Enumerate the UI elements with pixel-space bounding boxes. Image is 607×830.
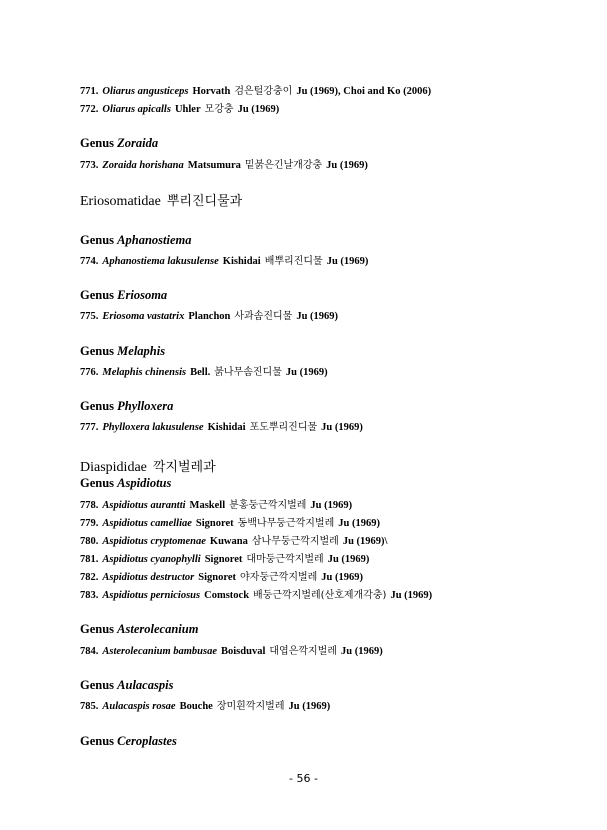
genus-name: Aspidiotus: [117, 476, 172, 490]
species-entry: [80, 82, 431, 97]
entry-number: 773.: [80, 160, 99, 171]
species-name: Melaphis chinensis: [102, 367, 187, 378]
genus-label: Genus: [80, 622, 115, 636]
entry-number: 785.: [80, 701, 99, 712]
entry-number: 778.: [80, 500, 99, 511]
species-author: Horvath: [192, 86, 231, 97]
species-entry: [80, 550, 369, 565]
korean-name: 밑붉은긴날개강충: [244, 160, 323, 171]
species-author: Kishidai: [222, 256, 261, 267]
family-heading: [80, 456, 216, 476]
species-author: Signoret: [198, 572, 237, 583]
species-name: Aulacaspis rosae: [102, 701, 176, 712]
species-author: Signoret: [204, 554, 243, 565]
species-name: Oliarus angusticeps: [102, 86, 189, 97]
reference: Ju (1969): [321, 572, 364, 583]
species-author: Uhler: [174, 104, 201, 115]
reference: Ju (1969): [390, 590, 433, 601]
species-author: Boisduval: [221, 646, 266, 657]
genus-label: Genus: [80, 344, 115, 358]
reference: Ju (1969): [237, 104, 280, 115]
species-name: Eriosoma vastatrix: [102, 311, 185, 322]
reference: Ju (1969): [338, 518, 380, 529]
species-name: Phylloxera lakusulense: [102, 422, 204, 433]
reference: Ju (1969): [341, 646, 383, 657]
korean-name: 배뿌리진디물: [264, 256, 323, 267]
entry-number: 774.: [80, 256, 99, 267]
korean-name: 대마둥근깍지벌레: [246, 554, 324, 565]
genus-name: Phylloxera: [117, 399, 174, 413]
species-name: Aphanostiema lakusulense: [102, 256, 219, 267]
genus-label: Genus: [80, 233, 115, 247]
genus-heading: [80, 476, 171, 491]
reference: Ju (1969): [310, 500, 353, 511]
korean-name: 붉나무솜진디물: [214, 367, 282, 378]
entry-number: 771.: [80, 86, 99, 97]
genus-heading: [80, 288, 167, 303]
genus-heading: [80, 136, 158, 151]
entry-number: 776.: [80, 367, 99, 378]
genus-heading: [80, 344, 165, 359]
reference: Ju (1969): [327, 554, 370, 565]
genus-name: Asterolecanium: [117, 622, 199, 636]
korean-name: 동백나무둥근깍지벌레: [237, 518, 335, 529]
species-author: Signoret: [195, 518, 234, 529]
genus-heading: [80, 678, 173, 693]
korean-name: 야자둥근깍지벌레: [240, 572, 318, 583]
species-author: Kuwana: [209, 536, 248, 547]
genus-name: Aulacaspis: [117, 678, 174, 692]
reference: Ju (1969): [296, 311, 339, 322]
entry-number: 777.: [80, 422, 99, 433]
genus-heading: [80, 233, 192, 248]
genus-heading: [80, 399, 173, 414]
genus-label: Genus: [80, 399, 115, 413]
reference: Ju (1969)\: [342, 536, 388, 547]
species-name: Aspidiotus cryptomenae: [102, 536, 206, 547]
species-author: Comstock: [204, 590, 250, 601]
species-entry: [80, 568, 363, 583]
reference: Ju (1969): [326, 256, 369, 267]
species-author: Kishidai: [207, 422, 246, 433]
korean-name: 포도뿌리진디물: [249, 422, 318, 433]
genus-heading: [80, 622, 198, 637]
reference: Ju (1969): [288, 701, 331, 712]
species-entry: [80, 363, 328, 378]
species-author: Planchon: [188, 311, 231, 322]
species-entry: [80, 586, 432, 601]
family-korean-name: 깍지벌레과: [152, 460, 216, 475]
korean-name: 대엽은깍지벌레: [269, 646, 337, 657]
genus-label: Genus: [80, 476, 115, 490]
genus-heading: [80, 734, 177, 749]
genus-label: Genus: [80, 678, 115, 692]
species-name: Aspidiotus camelliae: [102, 518, 192, 529]
family-heading: [80, 190, 242, 210]
species-entry: [80, 514, 380, 529]
species-name: Aspidiotus perniciosus: [102, 590, 201, 601]
genus-label: Genus: [80, 136, 115, 150]
species-author: Matsumura: [187, 160, 241, 171]
korean-name: 검은털강충이: [234, 86, 293, 97]
family-name: Diaspididae: [80, 460, 147, 475]
entry-number: 775.: [80, 311, 99, 322]
reference: Ju (1969): [326, 160, 368, 171]
reference: Ju (1969): [285, 367, 328, 378]
species-entry: [80, 642, 383, 657]
korean-name: 장미흰깍지벌레: [216, 701, 285, 712]
species-entry: [80, 156, 368, 171]
entry-number: 784.: [80, 646, 99, 657]
korean-name: 배둥근깍지벌레(산호제개각충): [253, 590, 387, 601]
entry-number: 782.: [80, 572, 99, 583]
genus-name: Zoraida: [117, 136, 159, 150]
genus-name: Melaphis: [117, 344, 166, 358]
species-name: Zoraida horishana: [102, 160, 184, 171]
species-name: Asterolecanium bambusae: [102, 646, 218, 657]
species-name: Aspidiotus cyanophylli: [102, 554, 201, 565]
korean-name: 삼나무둥근깍지벌레: [251, 536, 339, 547]
genus-label: Genus: [80, 288, 115, 302]
species-entry: [80, 418, 363, 433]
genus-name: Eriosoma: [117, 288, 168, 302]
korean-name: 분홍둥근깍지벌레: [229, 500, 307, 511]
entry-number: 780.: [80, 536, 99, 547]
species-author: Bell.: [190, 367, 211, 378]
genus-label: Genus: [80, 734, 115, 748]
page-number: - 56 -: [289, 772, 318, 785]
species-entry: [80, 252, 368, 267]
entry-number: 779.: [80, 518, 99, 529]
species-name: Aspidiotus aurantti: [102, 500, 186, 511]
entry-number: 781.: [80, 554, 99, 565]
species-entry: [80, 307, 338, 322]
korean-name: 사과솜진디물: [234, 311, 293, 322]
species-author: Maskell: [189, 500, 226, 511]
entry-number: 783.: [80, 590, 99, 601]
species-entry: [80, 532, 387, 547]
reference: Ju (1969): [321, 422, 363, 433]
reference: Ju (1969), Choi and Ko (2006): [296, 86, 432, 97]
genus-name: Ceroplastes: [117, 734, 177, 748]
species-author: Bouche: [179, 701, 213, 712]
family-korean-name: 뿌리진디물과: [166, 194, 243, 209]
family-name: Eriosomatidae: [80, 194, 161, 209]
species-entry: [80, 496, 352, 511]
entry-number: 772.: [80, 104, 99, 115]
species-entry: [80, 697, 330, 712]
species-entry: [80, 100, 279, 115]
korean-name: 모강충: [204, 104, 234, 115]
species-name: Aspidiotus destructor: [102, 572, 195, 583]
species-name: Oliarus apicalls: [102, 104, 171, 115]
genus-name: Aphanostiema: [117, 233, 192, 247]
